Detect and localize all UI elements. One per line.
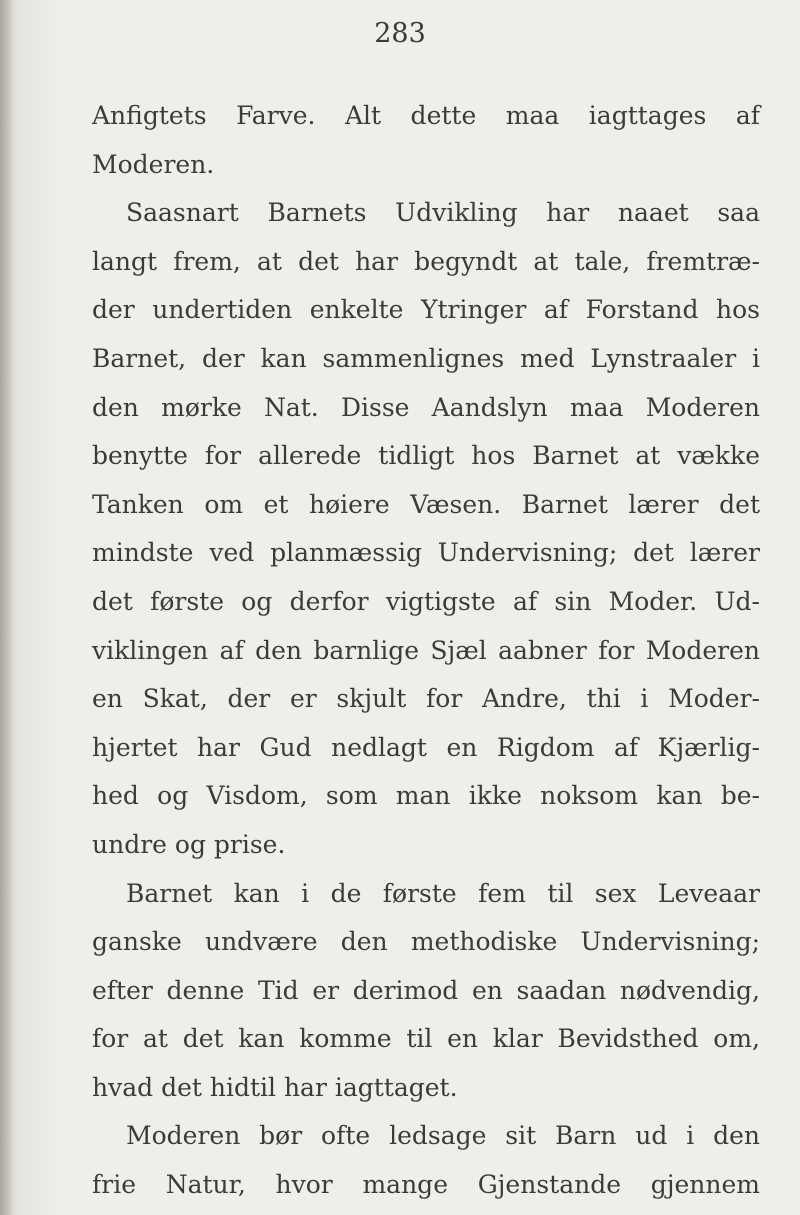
text-line: undre og prise. (92, 829, 286, 859)
text-line: benytte for allerede tidligt hos Barnet at vække (92, 441, 760, 471)
text-line: for at det kan komme til en klar Bevidsthed om, (92, 1024, 760, 1054)
text-line: frie Natur, hvor mange Gjenstande gjennem (92, 1170, 760, 1200)
text-line: Saasnart Barnets Udvikling har naaet saa (126, 198, 760, 228)
binding-gutter (0, 0, 14, 1215)
text-line: der undertiden enkelte Ytringer af Forstand hos (92, 295, 760, 325)
text-line: hjertet har Gud nedlagt en Rigdom af Kjærlig- (92, 732, 760, 762)
text-line: mindste ved planmæssig Undervisning; det lærer (92, 538, 760, 568)
text-line: ganske undvære den methodiske Undervisning; (92, 927, 760, 957)
text-line: Moderen bør ofte ledsage sit Barn ud i den (126, 1121, 760, 1151)
text-line: Barnet, der kan sammenlignes med Lynstraaler i (92, 343, 760, 373)
text-line: Barnet kan i de første fem til sex Leveaar (126, 878, 760, 908)
text-line: Anfigtets Farve. Alt dette maa iagttages af (92, 101, 760, 130)
text-line: hvad det hidtil har iagttaget. (92, 1072, 458, 1102)
text-line: viklingen af den barnlige Sjæl aabner for Moderen (92, 635, 760, 665)
text-line: Moderen. (92, 149, 215, 179)
page-number: 283 (374, 18, 426, 49)
text-line: efter denne Tid er derimod en saadan nødvendig, (92, 975, 760, 1005)
text-line: en Skat, der er skjult for Andre, thi i Moder- (92, 684, 760, 714)
text-line: hed og Visdom, som man ikke noksom kan be- (92, 781, 760, 811)
body-text (92, 92, 760, 1210)
text-line: Tanken om et høiere Væsen. Barnet lærer det (92, 489, 760, 519)
text-line: den mørke Nat. Disse Aandslyn maa Moderen (92, 392, 760, 422)
text-line: langt frem, at det har begyndt at tale, fremtræ- (92, 246, 760, 276)
text-line: det første og derfor vigtigste af sin Moder. Ud- (92, 586, 760, 616)
